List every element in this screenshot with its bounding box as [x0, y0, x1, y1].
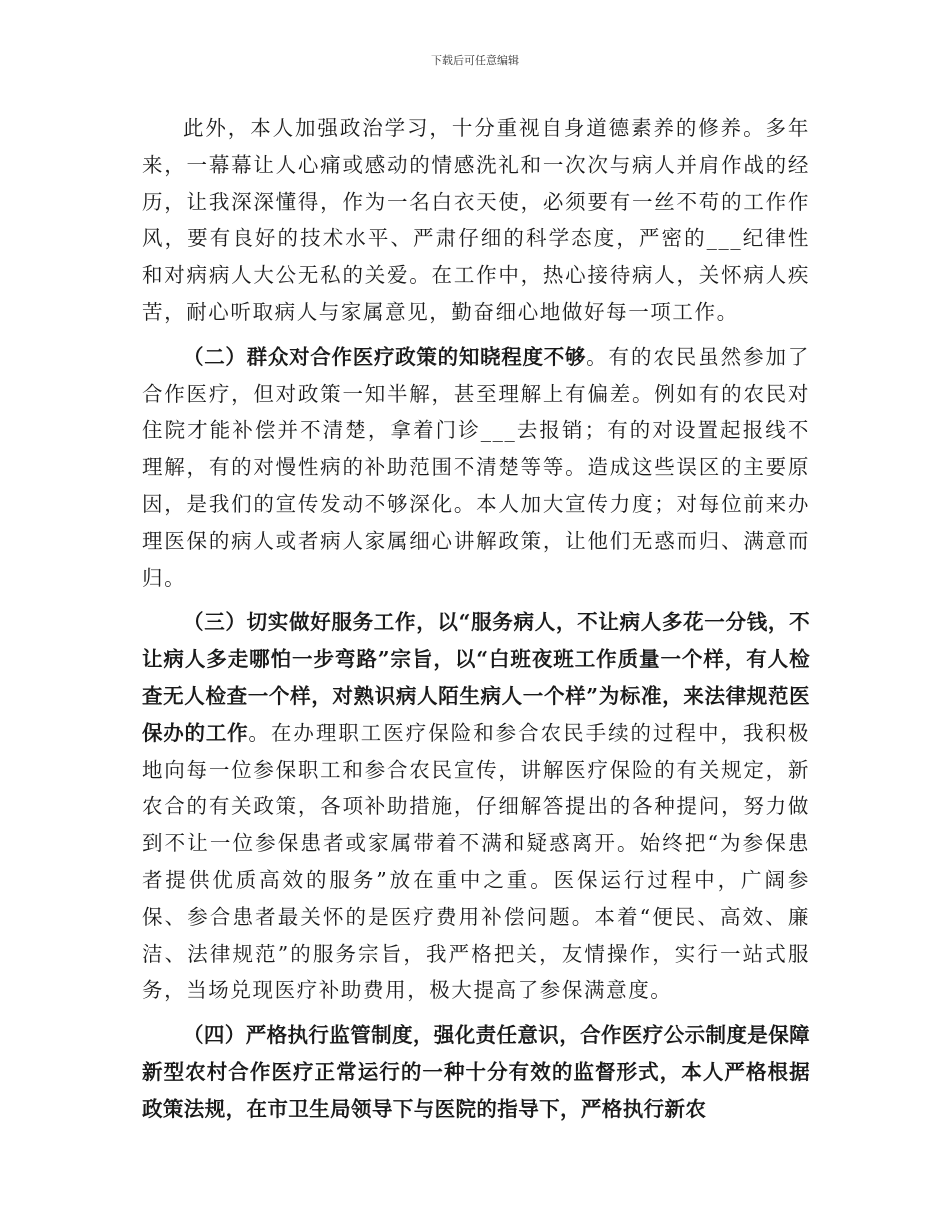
paragraph-4-heading: （四）严格执行监管制度，强化责任意识，合作医疗公示制度是保障新型农村合作医疗正常运行的一种十分有效的监督形式，本人严格根据政策法规，在市卫生局领导下与医院的指导下，严格执行新农: [142, 1023, 810, 1121]
page-header: 下载后可任意编辑: [431, 54, 519, 67]
paragraph-2: [142, 339, 810, 597]
paragraph-3-text: 。在办理职工医疗保险和参合农民手续的过程中，我积极地向每一位参保职工和参合农民宣传，讲解医疗保险的有关规定，新农合的有关政策，各项补助措施，仔细解答提出的各种提问，努力做到不让一位参保患者或家属带着不满和疑惑离开。始终把“为参保患者提供优质高效的服务”放在重中之重。医保运行过程中，广阔参保、参合患者最关怀的是医疗费用补偿问题。本着“便民、高效、廉洁、法律规范”的服务宗旨，我严格把关，友情操作，实行一站式服务，当场兑现医疗补助费用，极大提高了参保满意度。: [142, 720, 811, 1003]
document-body: [142, 110, 810, 1128]
paragraph-4: [142, 1017, 810, 1127]
paragraph-1: [142, 110, 810, 331]
paragraph-1-text: 此外，本人加强政治学习，十分重视自身道德素养的修养。多年来，一幕幕让人心痛或感动的情感洗礼和一次次与病人并肩作战的经历，让我深深懂得，作为一名白衣天使，必须要有一丝不苟的工作作风，要有良好的技术水平、严肃仔细的科学态度，严密的___纪律性和对病病人大公无私的关爱。在工作中，热心接待病人，关怀病人疾苦，耐心听取病人与家属意见，勤奋细心地做好每一项工作。: [142, 116, 810, 324]
paragraph-2-heading: （二）群众对合作医疗政策的知晓程度不够: [183, 344, 587, 369]
paragraph-2-text: 。有的农民虽然参加了合作医疗，但对政策一知半解，甚至理解上有偏差。例如有的农民对住院才能补偿并不清楚，拿着门诊___去报销；有的对设置起报线不理解，有的对慢性病的补助范围不清楚等等。造成这些误区的主要原因，是我们的宣传发动不够深化。本人加大宣传力度；对每位前来办理医保的病人或者病人家属细心讲解政策，让他们无惑而归、满意而归。: [142, 344, 810, 590]
paragraph-3-heading: （三）切实做好服务工作，以“服务病人，不让病人多花一分钱，不让病人多走哪怕一步弯路”宗旨，以“白班夜班工作质量一个样，有人检查无人检查一个样，对熟识病人陌生病人一个样”为标准，来法律规范医保办的工作: [142, 610, 810, 745]
paragraph-3: [142, 604, 810, 1009]
